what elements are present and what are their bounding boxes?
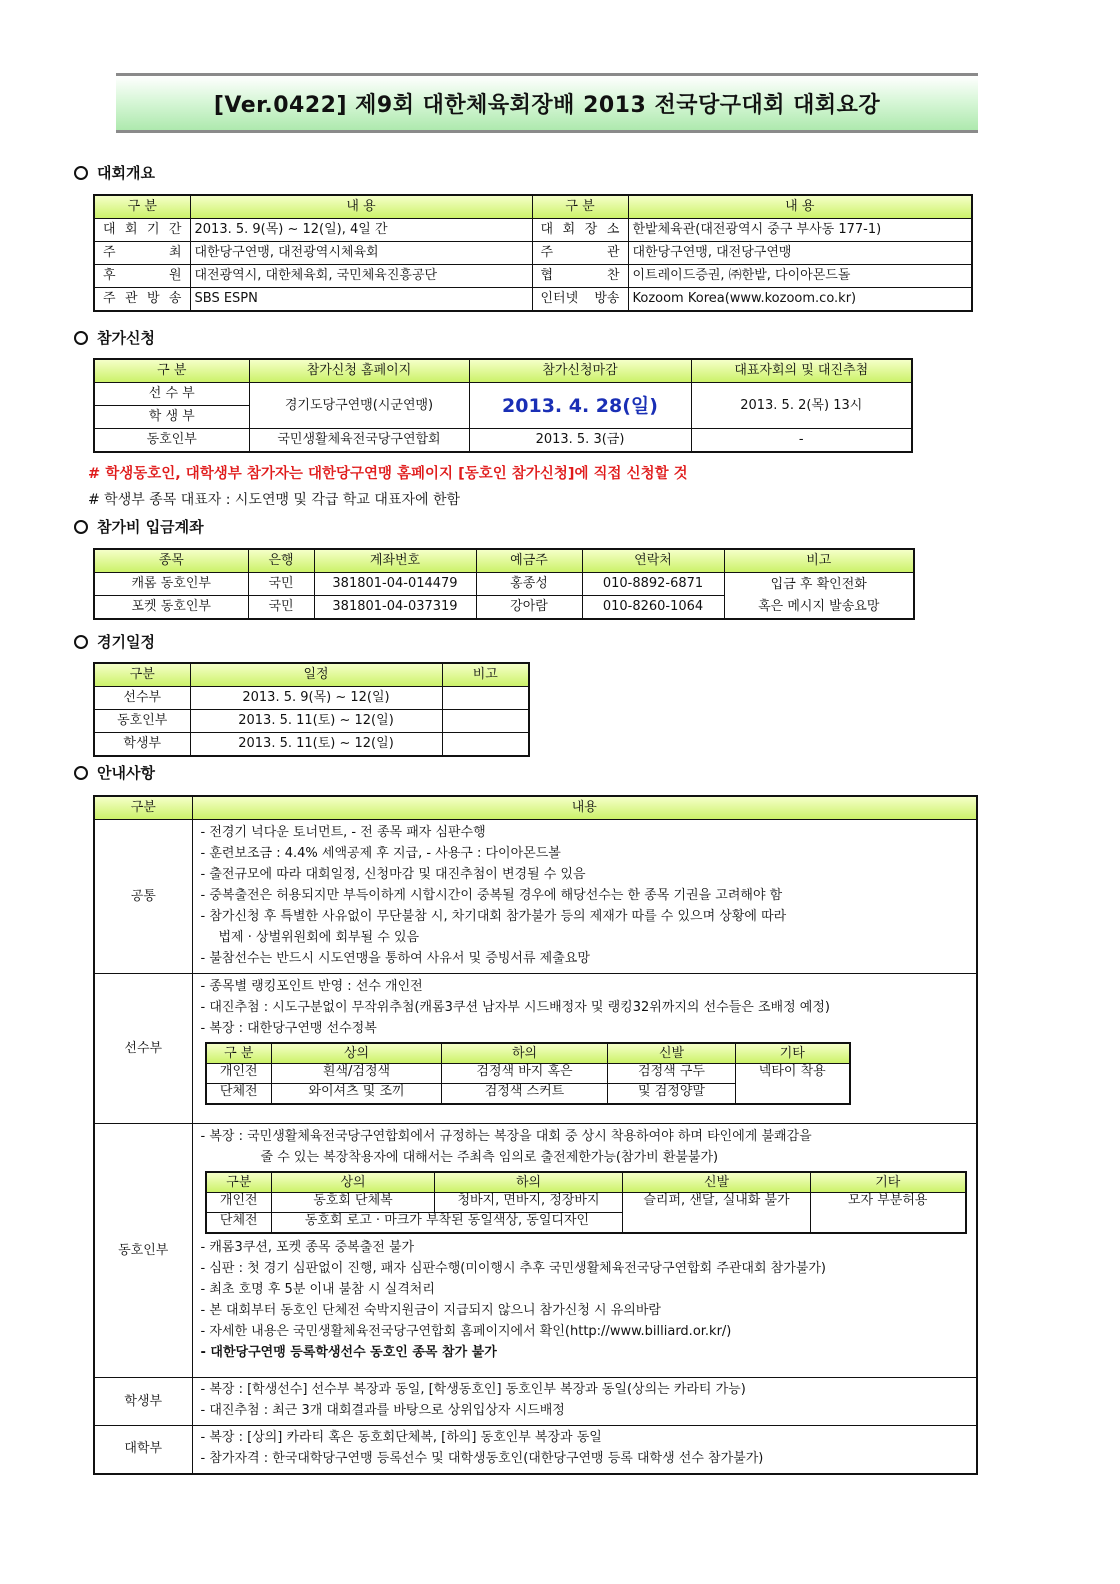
circle-bullet-icon <box>74 520 88 534</box>
table-row <box>206 1064 850 1084</box>
table-row <box>94 265 972 288</box>
table-header-row <box>94 195 972 219</box>
row-label: 협 찬 <box>532 265 628 288</box>
cell: 검정색 바지 혹은 <box>442 1064 608 1084</box>
section-registration-heading: 참가신청 <box>74 327 155 348</box>
header-cell: 신발 <box>608 1043 736 1064</box>
remark-line: 입금 후 확인전화 <box>770 576 867 592</box>
header-cell: 상의 <box>272 1172 435 1193</box>
college-content <box>192 1426 977 1474</box>
content-line: - 참가자격 : 한국대학당구연맹 등록선수 및 대학생동호인(대한당구연맹 등록 대학생 선수 참가불가) <box>200 1451 764 1466</box>
cell: Kozoom Korea(www.kozoom.co.kr) <box>628 288 972 312</box>
cell: 및 검정양말 <box>608 1084 736 1105</box>
table-row <box>94 710 529 733</box>
content-line: - 참가신청 후 특별한 사유없이 무단불참 시, 차기대회 참가불가 등의 제재가 따를 수 있으며 상황에 따라 <box>200 909 787 924</box>
cell: 강아람 <box>476 596 582 620</box>
cell: SBS ESPN <box>190 288 532 312</box>
row-label: 선수부 <box>94 687 190 710</box>
fee-table <box>93 548 915 620</box>
content-line: - 대진추첨 : 최근 3개 대회결과를 바탕으로 상위입상자 시드배정 <box>200 1403 565 1418</box>
header-cell: 구 분 <box>94 195 190 219</box>
content-line: - 캐롬3쿠션, 포켓 종목 중복출전 불가 <box>200 1240 415 1255</box>
row-label: 주 최 <box>94 242 190 265</box>
cell: 동호회 로고 · 마크가 부착된 동일색상, 동일디자인 <box>272 1213 623 1234</box>
cell: 2013. 5. 9(목) ~ 12(일) <box>190 687 442 710</box>
row-label: 동호인부 <box>94 429 249 453</box>
common-content <box>192 820 977 974</box>
table-row <box>94 1124 977 1378</box>
content-line: - 복장 : 대한당구연맹 선수정복 <box>200 1021 377 1036</box>
section-overview-heading: 대회개요 <box>74 162 155 183</box>
content-line: - 복장 : [학생선수] 선수부 복장과 동일, [학생동호인] 동호인부 복장과 동일(상의는 카라티 가능) <box>200 1382 746 1397</box>
header-cell: 구 분 <box>94 359 249 383</box>
cell: 2013. 5. 11(토) ~ 12(일) <box>190 733 442 757</box>
title-banner <box>116 73 978 133</box>
header-cell: 구분 <box>94 796 192 820</box>
page-title: [Ver.0422] 제9회 대한체육회장배 2013 전국당구대회 대회요강 <box>213 92 881 118</box>
header-cell: 예금주 <box>476 549 582 573</box>
row-label: 학생부 <box>94 733 190 757</box>
cell: 2013. 5. 3(금) <box>469 429 691 453</box>
row-label: 후 원 <box>94 265 190 288</box>
table-row <box>94 242 972 265</box>
header-cell: 기타 <box>811 1172 966 1193</box>
row-label: 대학부 <box>94 1426 192 1474</box>
row-label: 개인전 <box>206 1193 272 1213</box>
header-cell: 신발 <box>623 1172 811 1193</box>
row-label: 학생부 <box>94 1378 192 1426</box>
content-line: - 복장 : [상의] 카라티 혹은 동호회단체복, [하의] 동호인부 복장과 동일 <box>200 1430 602 1445</box>
row-label: 단체전 <box>206 1213 272 1234</box>
header-cell: 구분 <box>94 663 190 687</box>
table-row <box>94 1426 977 1474</box>
content-line: - 자세한 내용은 국민생활체육전국당구연합회 홈페이지에서 확인(http://www.billiard.or.kr/) <box>200 1324 732 1339</box>
content-line: - 훈련보조금 : 4.4% 세액공제 후 지급, - 사용구 : 다이아몬드볼 <box>200 846 561 861</box>
table-row <box>206 1193 966 1213</box>
circle-bullet-icon <box>74 331 88 345</box>
cell: 캐롬 동호인부 <box>94 573 248 596</box>
table-row <box>94 288 972 312</box>
red-notice: # 학생동호인, 대학생부 참가자는 대한당구연맹 홈페이지 [동호인 참가신청]에 직접 신청할 것 <box>88 466 688 482</box>
section-fee-heading: 참가비 입금계좌 <box>74 516 204 537</box>
header-cell: 계좌번호 <box>314 549 476 573</box>
cell <box>442 687 529 710</box>
cell: 동호회 단체복 <box>272 1193 435 1213</box>
header-cell: 내 용 <box>628 195 972 219</box>
cell: 대한당구연맹, 대전당구연맹 <box>628 242 972 265</box>
header-cell: 구 분 <box>206 1043 272 1064</box>
table-row <box>94 219 972 242</box>
cell: 2013. 5. 11(토) ~ 12(일) <box>190 710 442 733</box>
header-cell: 기타 <box>736 1043 850 1064</box>
remark-cell <box>724 573 914 620</box>
table-header-row <box>206 1043 850 1064</box>
header-cell: 구 분 <box>532 195 628 219</box>
account-number: 381801-04-014479 <box>314 573 476 596</box>
table-header-row <box>94 663 529 687</box>
content-line: - 대진추첨 : 시도구분없이 무작위추첨(캐롬3쿠션 남자부 시드배정자 및 랭킹32위까지의 선수들은 조배정 예정) <box>200 1000 830 1015</box>
content-line: - 중복출전은 허용되지만 부득이하게 시합시간이 중복될 경우에 해당선수는 한 종목 기권을 고려해야 함 <box>200 888 783 903</box>
row-label: 대 회 장 소 <box>532 219 628 242</box>
header-cell: 연락처 <box>582 549 724 573</box>
row-label: 선 수 부 <box>94 383 249 406</box>
row-label: 선수부 <box>94 974 192 1124</box>
header-cell: 하의 <box>442 1043 608 1064</box>
circle-bullet-icon <box>74 166 88 180</box>
player-dress-table <box>205 1042 851 1105</box>
cell: 검정색 스커트 <box>442 1084 608 1105</box>
notice: # 학생부 종목 대표자 : 시도연맹 및 각급 학교 대표자에 한함 <box>88 492 460 508</box>
cell: 모자 부분허용 <box>811 1193 966 1234</box>
header-cell: 참가신청 홈페이지 <box>249 359 469 383</box>
content-line: - 전경기 넉다운 토너먼트, - 전 종목 패자 심판수행 <box>200 825 486 840</box>
header-cell: 은행 <box>248 549 314 573</box>
table-row <box>94 1378 977 1426</box>
header-cell: 내 용 <box>190 195 532 219</box>
content-line: 줄 수 있는 복장착용자에 대해서는 주최측 임의로 출전제한가능(참가비 환불불가) <box>260 1150 719 1165</box>
table-row <box>94 733 529 757</box>
cell: 국민생활체육전국당구연합회 <box>249 429 469 453</box>
cell: 검정색 구두 <box>608 1064 736 1084</box>
phone-number: 010-8260-1064 <box>582 596 724 620</box>
cell: 와이셔츠 및 조끼 <box>272 1084 442 1105</box>
header-cell: 일정 <box>190 663 442 687</box>
cell: 넥타이 착용 <box>736 1064 850 1105</box>
table-row <box>94 383 912 406</box>
amateur-dress-table <box>205 1171 967 1234</box>
cell: 경기도당구연맹(시군연맹) <box>249 383 469 429</box>
cell: 2013. 5. 2(목) 13시 <box>691 383 912 429</box>
cell <box>442 733 529 757</box>
student-content <box>192 1378 977 1426</box>
remark-line: 혹은 메시지 발송요망 <box>758 598 880 614</box>
table-row <box>94 573 914 596</box>
header-cell: 대표자회의 및 대진추첨 <box>691 359 912 383</box>
row-label: 공통 <box>94 820 192 974</box>
cell: 국민 <box>248 573 314 596</box>
cell: 한밭체육관(대전광역시 중구 부사동 177-1) <box>628 219 972 242</box>
content-line: - 심판 : 첫 경기 심판없이 진행, 패자 심판수행(미이행시 추후 국민생활체육전국당구연합회 주관대회 참가불가) <box>200 1261 826 1276</box>
header-cell: 상의 <box>272 1043 442 1064</box>
phone-number: 010-8892-6871 <box>582 573 724 596</box>
row-label: 단체전 <box>206 1084 272 1105</box>
header-cell: 내용 <box>192 796 977 820</box>
row-label: 주 관 <box>532 242 628 265</box>
cell: 포켓 동호인부 <box>94 596 248 620</box>
content-line: - 출전규모에 따라 대회일정, 신청마감 및 대진추첨이 변경될 수 있음 <box>200 867 586 882</box>
cell: 2013. 5. 9(목) ~ 12(일), 4일 간 <box>190 219 532 242</box>
cell <box>442 710 529 733</box>
cell: 대한당구연맹, 대전광역시체육회 <box>190 242 532 265</box>
row-label: 인터넷 방송 <box>532 288 628 312</box>
table-header-row <box>94 796 977 820</box>
cell: 흰색/검정색 <box>272 1064 442 1084</box>
section-schedule-heading: 경기일정 <box>74 631 155 652</box>
row-label: 개인전 <box>206 1064 272 1084</box>
content-line: - 종목별 랭킹포인트 반영 : 선수 개인전 <box>200 979 423 994</box>
header-cell: 종목 <box>94 549 248 573</box>
section-info-heading: 안내사항 <box>74 762 155 783</box>
table-row <box>94 687 529 710</box>
cell: 대전광역시, 대한체육회, 국민체육진흥공단 <box>190 265 532 288</box>
schedule-table <box>93 662 530 757</box>
header-cell: 하의 <box>435 1172 623 1193</box>
cell: - <box>691 429 912 453</box>
cell: 청바지, 면바지, 정장바지 <box>435 1193 623 1213</box>
account-number: 381801-04-037319 <box>314 596 476 620</box>
table-row <box>94 429 912 453</box>
cell: 이트레이드증권, ㈜한밭, 다이아몬드돌 <box>628 265 972 288</box>
content-line: - 본 대회부터 동호인 단체전 숙박지원금이 지급되지 않으니 참가신청 시 유의바람 <box>200 1303 661 1318</box>
row-label: 주 관 방 송 <box>94 288 190 312</box>
overview-table <box>93 194 973 312</box>
deadline-date: 2013. 4. 28(일) <box>469 383 691 429</box>
table-header-row <box>94 549 914 573</box>
circle-bullet-icon <box>74 635 88 649</box>
cell: 국민 <box>248 596 314 620</box>
table-row <box>94 974 977 1124</box>
registration-table <box>93 358 913 453</box>
table-header-row <box>94 359 912 383</box>
content-line: - 최초 호명 후 5분 이내 불참 시 실격처리 <box>200 1282 435 1297</box>
content-line: - 대한당구연맹 등록학생선수 동호인 종목 참가 불가 <box>200 1345 497 1360</box>
table-header-row <box>206 1172 966 1193</box>
header-cell: 비고 <box>442 663 529 687</box>
content-line: - 복장 : 국민생활체육전국당구연합회에서 규정하는 복장을 대회 중 상시 착용하여야 하며 타인에게 불쾌감을 <box>200 1129 812 1144</box>
info-table <box>93 795 978 1475</box>
row-label: 대 회 기 간 <box>94 219 190 242</box>
content-line: - 불참선수는 반드시 시도연맹을 통하여 사유서 및 증빙서류 제출요망 <box>200 951 590 966</box>
row-label: 동호인부 <box>94 710 190 733</box>
header-cell: 비고 <box>724 549 914 573</box>
player-content <box>192 974 977 1124</box>
table-row <box>94 820 977 974</box>
header-cell: 구분 <box>206 1172 272 1193</box>
cell: 슬리퍼, 샌달, 실내화 불가 <box>623 1193 811 1234</box>
cell: 홍종성 <box>476 573 582 596</box>
header-cell: 참가신청마감 <box>469 359 691 383</box>
amateur-content <box>192 1124 977 1378</box>
circle-bullet-icon <box>74 766 88 780</box>
row-label: 동호인부 <box>94 1124 192 1378</box>
content-line: 법제 · 상벌위원회에 회부될 수 있음 <box>218 930 420 945</box>
row-label: 학 생 부 <box>94 406 249 429</box>
